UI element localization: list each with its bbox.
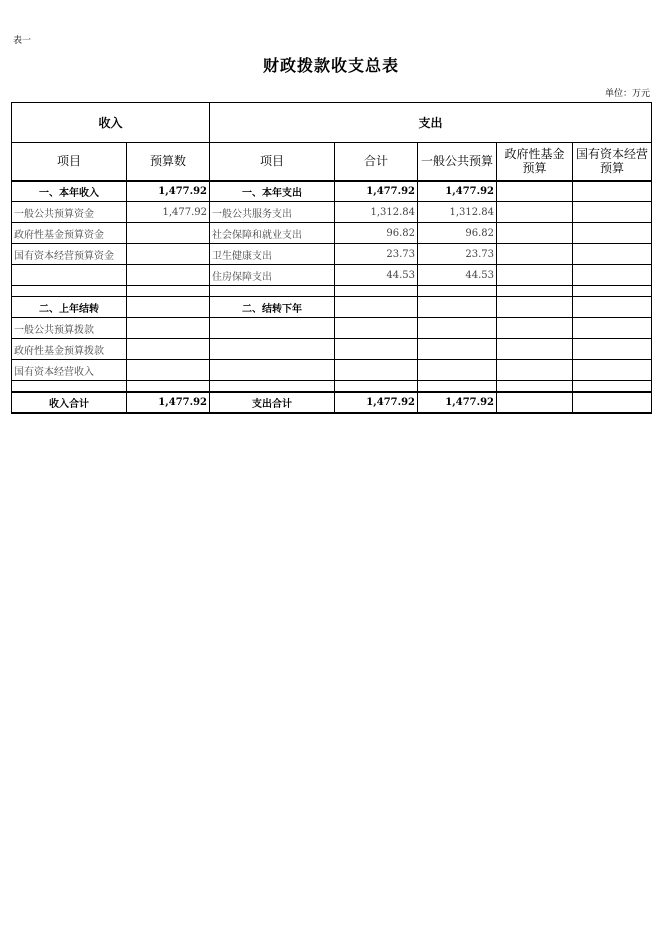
expense-state (573, 181, 652, 202)
expense-general: 23.73 (418, 244, 497, 265)
expense-general (418, 318, 497, 339)
expense-fund (497, 223, 573, 244)
header-income: 收入 (12, 103, 210, 143)
expense-item: 住房保障支出 (210, 265, 335, 286)
expense-state (573, 318, 652, 339)
table-row (12, 318, 652, 339)
budget-summary-table (11, 102, 652, 414)
header-general-budget: 一般公共预算 (418, 143, 497, 181)
expense-item: 一般公共服务支出 (210, 202, 335, 223)
income-item: 一、本年收入 (12, 181, 127, 202)
expense-general (418, 339, 497, 360)
income-amount (127, 318, 210, 339)
table-label: 表一 (13, 36, 32, 46)
expense-fund (497, 318, 573, 339)
income-item: 政府性基金预算资金 (12, 223, 127, 244)
expense-general: 44.53 (418, 265, 497, 286)
totals-row (12, 392, 652, 413)
expense-fund (497, 202, 573, 223)
expense-fund (497, 339, 573, 360)
expense-general: 1,477.92 (418, 181, 497, 202)
income-total-label: 收入合计 (12, 392, 127, 413)
expense-state (573, 360, 652, 381)
income-amount (127, 265, 210, 286)
expense-state (573, 265, 652, 286)
expense-fund (497, 360, 573, 381)
expense-total-amount: 1,477.92 (335, 392, 418, 413)
table-row (12, 223, 652, 244)
expense-total-label: 支出合计 (210, 392, 335, 413)
spacer-row (12, 286, 652, 297)
expense-item (210, 318, 335, 339)
spacer-row (12, 381, 652, 392)
header-expense-item: 项目 (210, 143, 335, 181)
income-item: 国有资本经营收入 (12, 360, 127, 381)
table-row (12, 265, 652, 286)
income-item: 政府性基金预算拨款 (12, 339, 127, 360)
expense-general-total: 1,477.92 (418, 392, 497, 413)
table-row (12, 181, 652, 202)
expense-fund (497, 181, 573, 202)
header-row-columns (12, 143, 652, 181)
table-row (12, 244, 652, 265)
income-item: 一般公共预算资金 (12, 202, 127, 223)
table-row (12, 339, 652, 360)
table-row (12, 360, 652, 381)
expense-state-total (573, 392, 652, 413)
header-expense: 支出 (210, 103, 652, 143)
expense-item: 社会保障和就业支出 (210, 223, 335, 244)
expense-total: 44.53 (335, 265, 418, 286)
expense-item (210, 360, 335, 381)
header-state-capital-budget: 国有资本经营预算 (573, 143, 652, 181)
expense-fund (497, 244, 573, 265)
income-item: 国有资本经营预算资金 (12, 244, 127, 265)
expense-fund (497, 297, 573, 318)
income-amount: 1,477.92 (127, 202, 210, 223)
income-amount (127, 244, 210, 265)
income-amount: 1,477.92 (127, 181, 210, 202)
income-amount (127, 339, 210, 360)
income-item: 一般公共预算拨款 (12, 318, 127, 339)
expense-total (335, 318, 418, 339)
table-row (12, 202, 652, 223)
income-total-amount: 1,477.92 (127, 392, 210, 413)
expense-total: 23.73 (335, 244, 418, 265)
expense-total: 1,312.84 (335, 202, 418, 223)
expense-state (573, 297, 652, 318)
expense-general (418, 297, 497, 318)
expense-general: 96.82 (418, 223, 497, 244)
header-income-budget: 预算数 (127, 143, 210, 181)
header-row-group (12, 103, 652, 143)
expense-item: 卫生健康支出 (210, 244, 335, 265)
expense-item: 一、本年支出 (210, 181, 335, 202)
expense-item (210, 339, 335, 360)
income-item (12, 265, 127, 286)
expense-item: 二、结转下年 (210, 297, 335, 318)
unit-label: 单位：万元 (604, 89, 650, 99)
header-total: 合计 (335, 143, 418, 181)
expense-total: 1,477.92 (335, 181, 418, 202)
expense-total (335, 339, 418, 360)
income-amount (127, 360, 210, 381)
income-amount (127, 223, 210, 244)
table-row (12, 297, 652, 318)
expense-general: 1,312.84 (418, 202, 497, 223)
header-income-item: 项目 (12, 143, 127, 181)
expense-total (335, 297, 418, 318)
expense-total (335, 360, 418, 381)
expense-state (573, 339, 652, 360)
expense-state (573, 244, 652, 265)
header-fund-budget: 政府性基金预算 (497, 143, 573, 181)
expense-state (573, 223, 652, 244)
expense-state (573, 202, 652, 223)
income-amount (127, 297, 210, 318)
expense-general (418, 360, 497, 381)
page-title: 财政拨款收支总表 (262, 56, 399, 75)
expense-fund-total (497, 392, 573, 413)
expense-fund (497, 265, 573, 286)
expense-total: 96.82 (335, 223, 418, 244)
income-item: 二、上年结转 (12, 297, 127, 318)
